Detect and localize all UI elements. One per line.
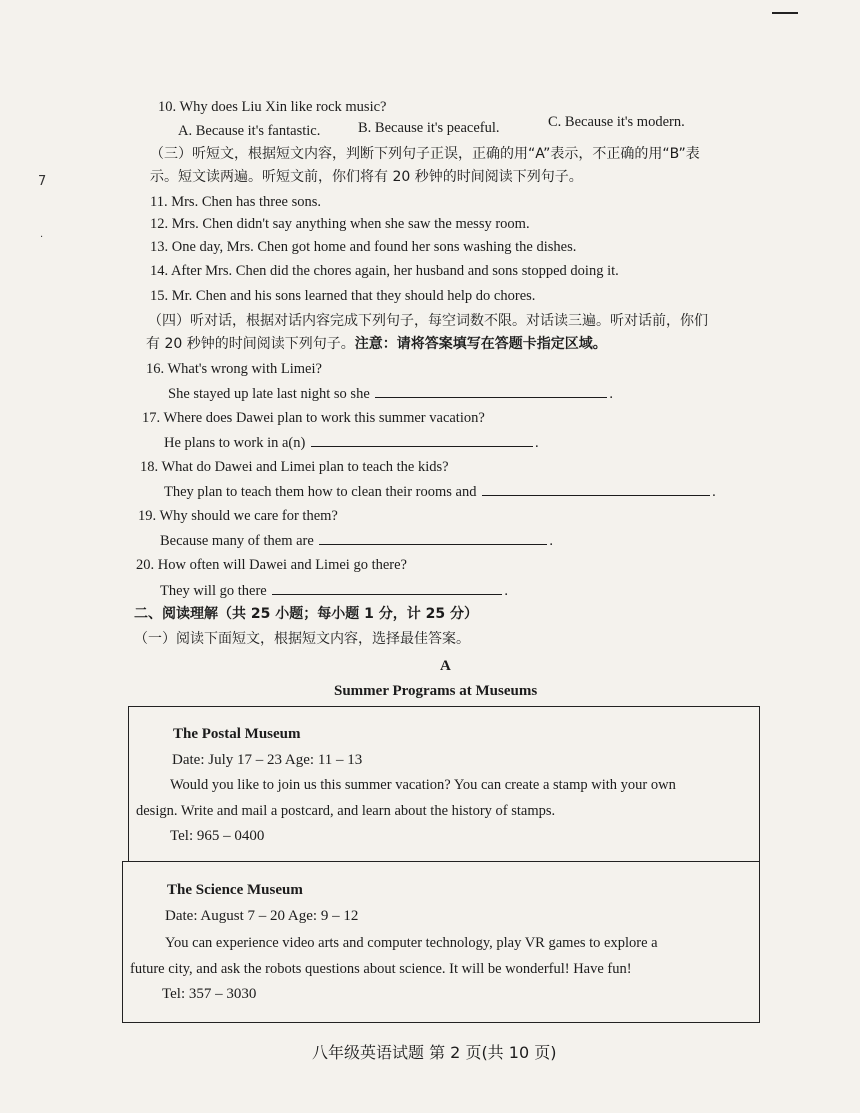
- question-10: 10. Why does Liu Xin like rock music?: [158, 99, 387, 115]
- answer-17-prompt: He plans to work in a(n): [164, 435, 306, 451]
- question-19: 19. Why should we care for them?: [138, 508, 338, 524]
- science-date-age: Date: August 7 – 20 Age: 9 – 12: [165, 908, 359, 924]
- section4-instruction-1: （四）听对话，根据对话内容完成下列句子，每空词数不限。对话读三遍。听对话前，你们: [148, 313, 708, 329]
- answer-16-period: .: [609, 386, 614, 402]
- answer-20-prompt: They will go there: [160, 583, 267, 599]
- passage-title: Summer Programs at Museums: [334, 683, 538, 699]
- postal-tel: Tel: 965 – 0400: [170, 828, 265, 844]
- answer-18-period: .: [712, 484, 716, 500]
- q10-option-a: A. Because it's fantastic.: [178, 123, 321, 139]
- margin-number: 7: [38, 174, 47, 189]
- answer-19-line: [160, 530, 553, 551]
- q10-option-c: C. Because it's modern.: [548, 114, 685, 130]
- section4-notice: 注意：请将答案填写在答题卡指定区域。: [354, 336, 607, 352]
- science-description-2: future city, and ask the robots questions about science. It will be wonderful! Have fun!: [130, 961, 632, 977]
- statement-12: 12. Mrs. Chen didn't say anything when she saw the messy room.: [150, 216, 530, 232]
- part2-subheading: （一）阅读下面短文，根据短文内容，选择最佳答案。: [134, 631, 470, 647]
- statement-11: 11. Mrs. Chen has three sons.: [150, 194, 322, 210]
- answer-19-period: .: [549, 533, 554, 549]
- science-museum-title: The Science Museum: [167, 882, 303, 898]
- postal-museum-title: The Postal Museum: [173, 726, 301, 742]
- answer-17-period: .: [534, 435, 539, 451]
- answer-20-period: .: [504, 583, 508, 599]
- postal-description-2: design. Write and mail a postcard, and learn about the history of stamps.: [136, 803, 556, 819]
- part2-heading: 二、阅读理解（共 25 小题；每小题 1 分，计 25 分）: [134, 606, 478, 622]
- answer-18-line: [164, 481, 716, 502]
- postal-date-age: Date: July 17 – 23 Age: 11 – 13: [172, 752, 363, 768]
- science-tel: Tel: 357 – 3030: [162, 986, 257, 1002]
- science-description-1: You can experience video arts and computer technology, play VR games to explore a: [165, 935, 658, 951]
- answer-19-prompt: Because many of them are: [160, 533, 314, 549]
- postal-description-1: Would you like to join us this summer vacation? You can create a stamp with your own: [170, 777, 676, 793]
- question-20: 20. How often will Dawei and Limei go there?: [136, 557, 407, 573]
- statement-15: 15. Mr. Chen and his sons learned that they should help do chores.: [150, 288, 536, 304]
- answer-20-line: [160, 580, 508, 601]
- answer-16-line: [168, 383, 613, 404]
- statement-14: 14. After Mrs. Chen did the chores again, her husband and sons stopped doing it.: [150, 263, 619, 279]
- answer-20-blank[interactable]: [272, 580, 502, 595]
- answer-16-blank[interactable]: [375, 383, 607, 398]
- section3-instruction-2: 示。短文读两遍。听短文前，你们将有 20 秒钟的时间阅读下列句子。: [150, 169, 583, 185]
- section3-instruction-1: （三）听短文，根据短文内容，判断下列句子正误，正确的用“A”表示，不正确的用“B”表: [150, 146, 700, 162]
- answer-16-prompt: She stayed up late last night so she: [168, 386, 370, 402]
- corner-mark: [772, 12, 798, 14]
- answer-17-line: [164, 432, 539, 453]
- question-17: 17. Where does Dawei plan to work this summer vacation?: [142, 410, 485, 426]
- question-18: 18. What do Dawei and Limei plan to teach the kids?: [140, 459, 449, 475]
- page-footer: 八年级英语试题 第 2 页(共 10 页): [312, 1043, 557, 1062]
- answer-18-prompt: They plan to teach them how to clean their rooms and: [164, 484, 477, 500]
- passage-letter: A: [440, 658, 451, 674]
- margin-dot: ·: [40, 232, 44, 243]
- statement-13: 13. One day, Mrs. Chen got home and found her sons washing the dishes.: [150, 239, 577, 255]
- q10-option-b: B. Because it's peaceful.: [358, 120, 500, 136]
- answer-19-blank[interactable]: [319, 530, 547, 545]
- question-16: 16. What's wrong with Limei?: [146, 361, 322, 377]
- section4-instruction-2: [146, 334, 607, 354]
- answer-17-blank[interactable]: [311, 432, 533, 447]
- answer-18-blank[interactable]: [482, 481, 710, 496]
- section4-instruction-normal: 有 20 秒钟的时间阅读下列句子。: [146, 336, 355, 352]
